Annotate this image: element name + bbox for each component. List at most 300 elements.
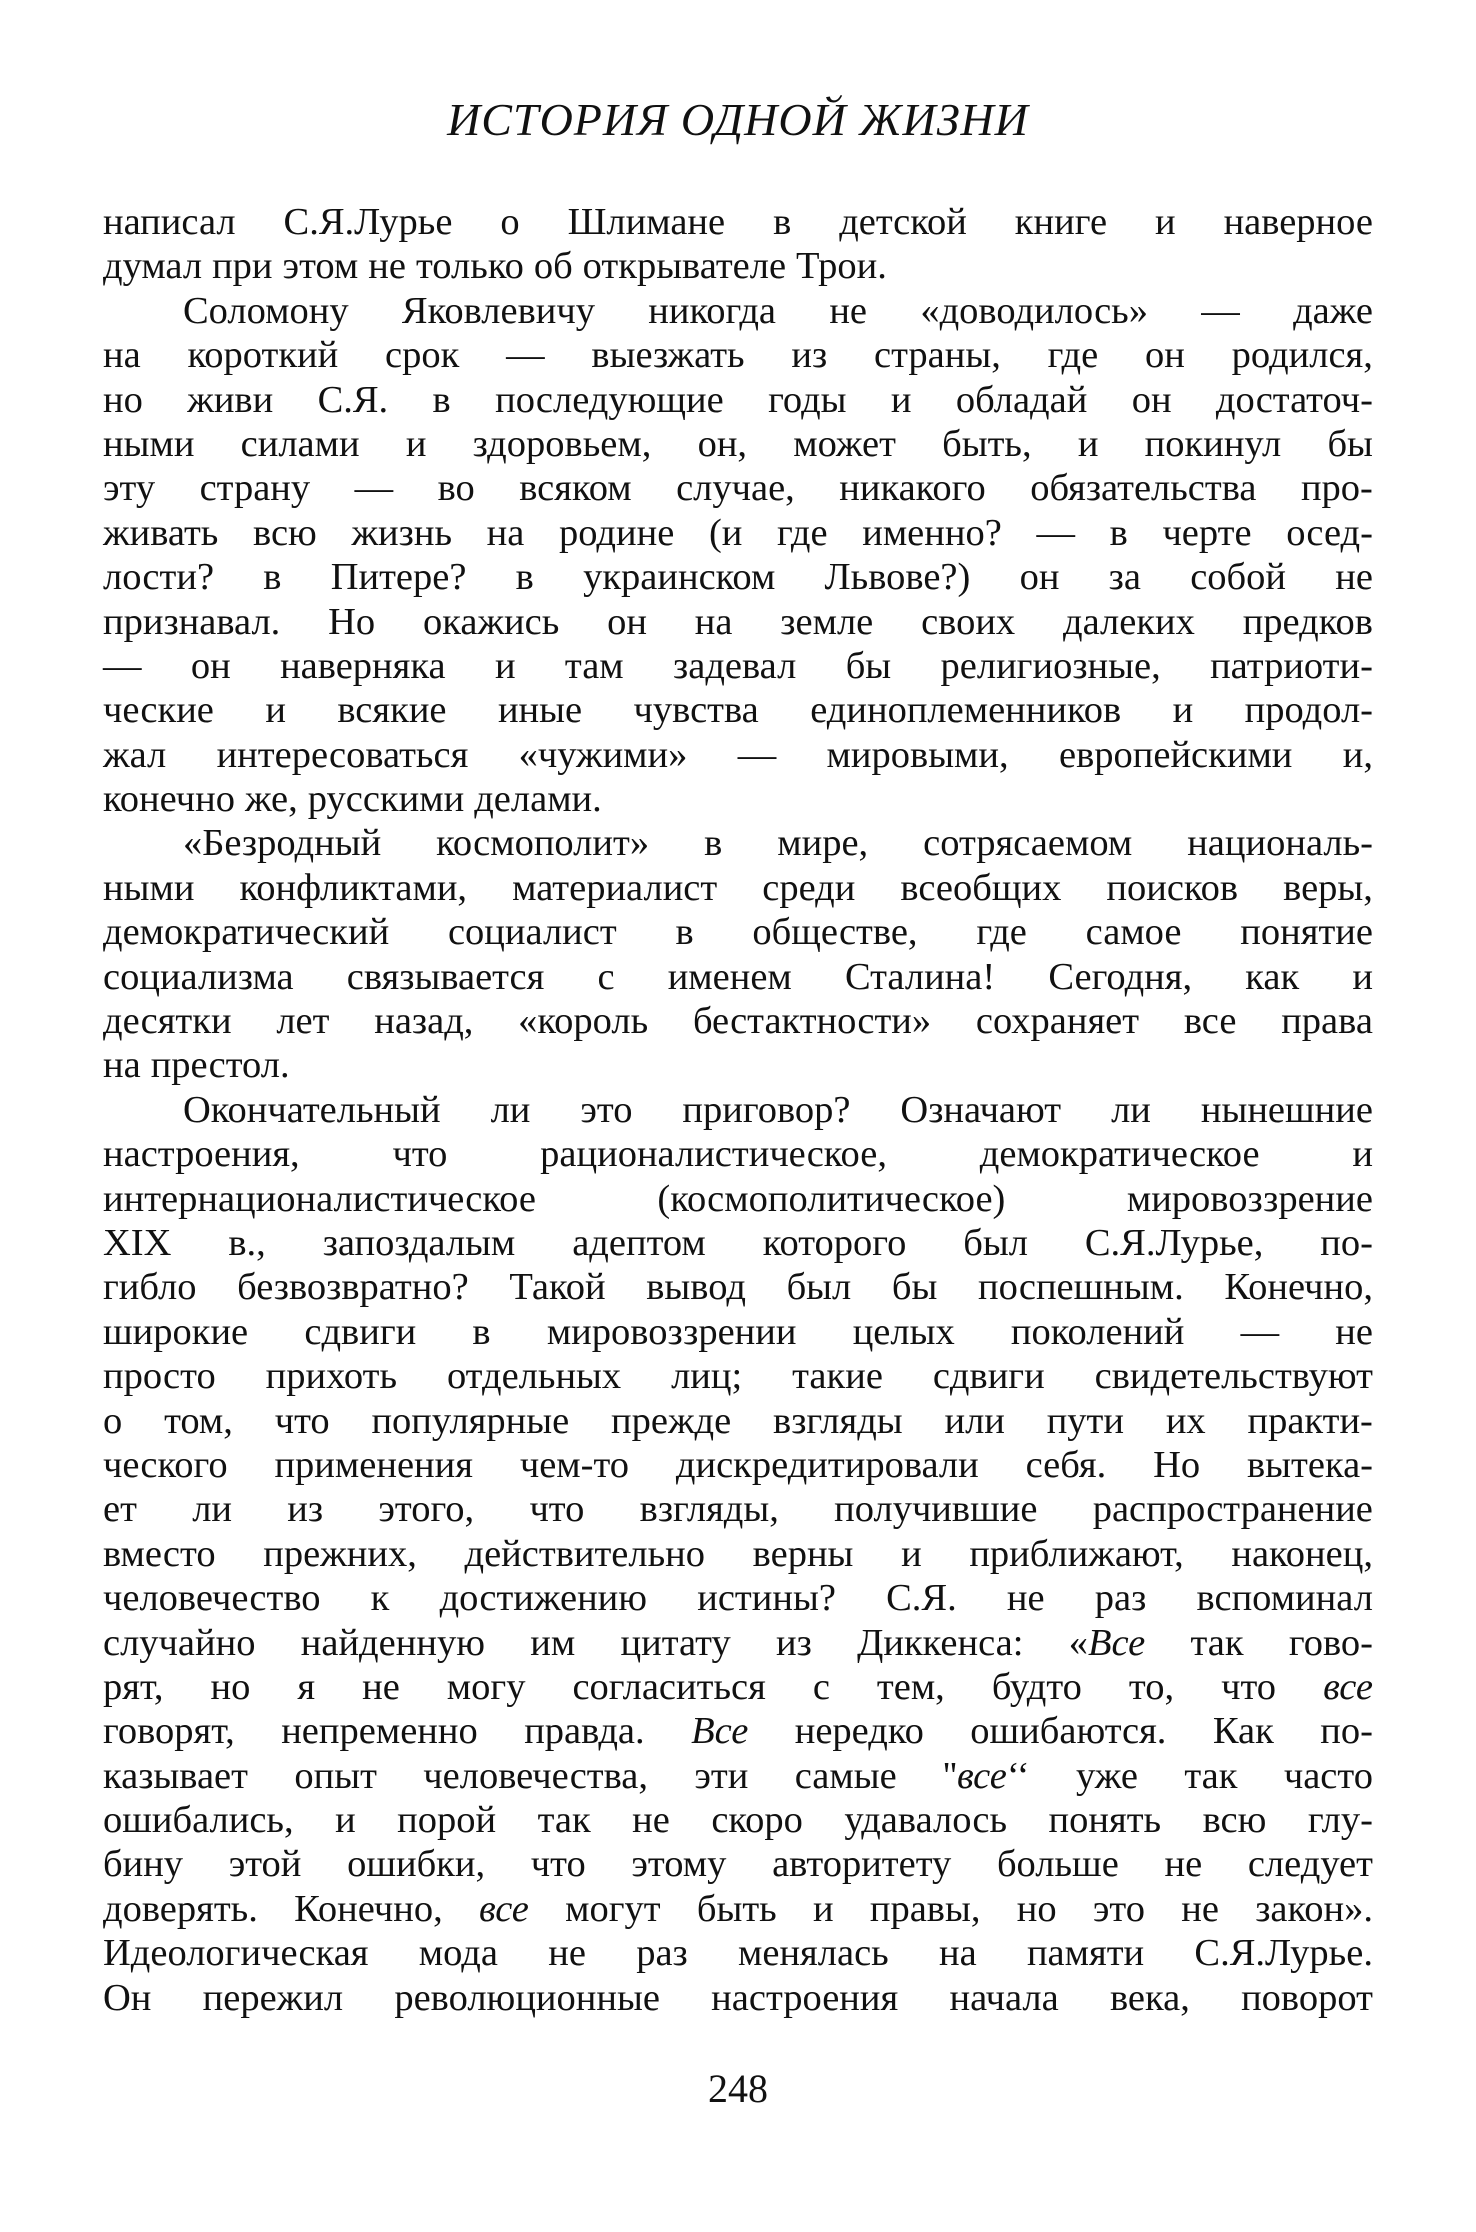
word: так <box>1184 1754 1238 1797</box>
word: этому <box>631 1843 727 1886</box>
word: получившие <box>834 1488 1038 1531</box>
word: на <box>694 600 733 643</box>
word: Конечно, <box>294 1887 443 1930</box>
word: открывателе <box>582 245 787 288</box>
text-line <box>103 1177 1373 1221</box>
word: и <box>494 644 516 687</box>
word: казывает <box>103 1754 248 1797</box>
text-line <box>103 866 1373 910</box>
text-line <box>103 1709 1373 1753</box>
word: что <box>392 1133 448 1176</box>
word: Как <box>1212 1710 1274 1753</box>
word: случайно <box>103 1621 256 1664</box>
word: задевал <box>673 644 797 687</box>
word: — <box>737 733 777 776</box>
word: так <box>1190 1621 1244 1664</box>
word: и <box>1352 955 1373 998</box>
word: к <box>370 1577 390 1620</box>
word: сохраняет <box>975 1000 1140 1043</box>
word: тем, <box>876 1665 945 1708</box>
word: обществе, <box>752 911 918 954</box>
word: всю <box>253 511 317 554</box>
word: где <box>976 911 1027 954</box>
word: наверняка <box>280 644 446 687</box>
word: просто <box>103 1355 216 1398</box>
word: конфликтами, <box>239 866 468 909</box>
word: прихоть <box>265 1355 398 1398</box>
word: Идеологическая <box>103 1932 369 1975</box>
text-line <box>103 733 1373 777</box>
word: он, <box>697 422 748 465</box>
word: и <box>812 1887 834 1930</box>
word: мода <box>418 1932 498 1975</box>
text-line <box>103 244 1373 288</box>
word: — <box>1201 289 1240 332</box>
word: правда. <box>524 1710 645 1753</box>
text-line <box>103 511 1373 555</box>
word: которого <box>762 1221 907 1264</box>
word: социалист <box>447 911 617 954</box>
word: ными <box>103 422 195 465</box>
word: мире, <box>777 822 869 865</box>
word: вывод <box>646 1266 746 1309</box>
text-line <box>103 1621 1373 1665</box>
word: самое <box>1085 911 1182 954</box>
text-line <box>103 1754 1373 1798</box>
word: страны, <box>874 334 1001 377</box>
word: человечества, <box>423 1754 648 1797</box>
word: безвозвратно? <box>237 1266 469 1309</box>
text-line <box>103 378 1373 422</box>
text-line <box>103 289 1373 333</box>
word: мировоззрение <box>1126 1177 1373 1220</box>
word: при <box>212 245 273 288</box>
word: раз <box>636 1932 688 1975</box>
word: и <box>405 422 427 465</box>
word: ческие <box>103 689 214 732</box>
word: «доводилось» <box>920 289 1148 332</box>
word: не <box>1335 1310 1373 1353</box>
word: не <box>632 1799 670 1842</box>
word: ет <box>103 1488 137 1531</box>
text-line <box>103 1443 1373 1487</box>
word: не <box>1181 1887 1219 1930</box>
word: никакого <box>839 467 986 510</box>
word: адептом <box>572 1221 706 1264</box>
word: ли <box>1111 1088 1151 1131</box>
word: я <box>297 1665 316 1708</box>
word: приговор? <box>682 1088 851 1131</box>
word: этом <box>282 245 359 288</box>
word: менялась <box>738 1932 889 1975</box>
word: практи- <box>1247 1399 1373 1442</box>
page-number: 248 <box>708 2066 768 2111</box>
word: все <box>1323 1665 1373 1708</box>
word: отдельных <box>446 1355 622 1398</box>
word: собой <box>1190 556 1286 599</box>
word: настроения <box>711 1976 899 2019</box>
word: применения <box>274 1443 473 1486</box>
word: гово- <box>1288 1621 1373 1664</box>
word: продол- <box>1244 689 1373 732</box>
word: быть, <box>942 422 1032 465</box>
word: предков <box>1242 600 1373 643</box>
word: широкие <box>103 1310 249 1353</box>
word: мировоззрении <box>546 1310 797 1353</box>
word: Яковлевичу <box>401 289 595 332</box>
word: в <box>472 1310 491 1353</box>
word: конечно <box>103 778 235 821</box>
word: так <box>537 1799 591 1842</box>
word: в <box>704 822 723 865</box>
word: Питере? <box>330 556 467 599</box>
word: единоплеменников <box>810 689 1122 732</box>
word: будто <box>991 1665 1082 1708</box>
book-page <box>103 92 1373 2212</box>
word: не <box>362 1665 400 1708</box>
word: только <box>415 245 524 288</box>
word: Львове?) <box>824 556 971 599</box>
word: пути <box>1046 1399 1124 1442</box>
word: силами <box>240 422 360 465</box>
word: в <box>515 556 534 599</box>
running-head: ИСТОРИЯ ОДНОЙ ЖИЗНИ <box>447 94 1029 145</box>
text-line <box>103 1399 1373 1443</box>
word: он <box>607 600 647 643</box>
word: именем <box>667 955 792 998</box>
word: больше <box>996 1843 1119 1886</box>
text-line <box>103 1088 1373 1132</box>
word: вспоминал <box>1196 1577 1373 1620</box>
word: удавалось <box>844 1799 1008 1842</box>
text-line <box>103 333 1373 377</box>
word: С.Я. <box>886 1577 957 1620</box>
text-line <box>103 644 1373 688</box>
word: прежде <box>611 1399 732 1442</box>
word: на <box>486 511 525 554</box>
word: и <box>1077 422 1099 465</box>
word: не <box>1164 1843 1203 1886</box>
word: об <box>533 245 573 288</box>
word: мировыми, <box>826 733 1009 776</box>
word: Он <box>103 1976 152 2019</box>
word: — <box>1240 1310 1280 1353</box>
word: ''все‘‘ <box>943 1754 1030 1797</box>
word: бину <box>103 1843 184 1886</box>
word: никогда <box>648 289 777 332</box>
word: нередко <box>794 1710 924 1753</box>
word: страну <box>199 467 311 510</box>
word: «король <box>518 1000 649 1043</box>
word: даже <box>1293 289 1373 332</box>
word: осед- <box>1286 511 1373 554</box>
word: человечество <box>103 1577 321 1620</box>
word: это <box>1092 1887 1145 1930</box>
word: не <box>368 245 406 288</box>
word: по- <box>1320 1710 1373 1753</box>
text-line <box>103 1221 1373 1265</box>
word: и <box>1352 1133 1373 1176</box>
word: скоро <box>711 1799 803 1842</box>
word: но <box>1016 1887 1057 1930</box>
word: националь- <box>1187 822 1373 865</box>
word: книге <box>1014 201 1108 243</box>
text-line <box>103 688 1373 732</box>
word: века, <box>1109 1976 1190 2019</box>
word: понять <box>1048 1799 1162 1842</box>
word: — <box>354 467 394 510</box>
word: рят, <box>103 1665 164 1708</box>
word: Шлимане <box>567 201 726 243</box>
word: чувства <box>633 689 759 732</box>
word: вытека- <box>1247 1443 1373 1486</box>
word: доверять. <box>103 1887 258 1930</box>
text-line <box>103 1887 1373 1931</box>
word: следует <box>1247 1843 1373 1886</box>
word: этой <box>228 1843 302 1886</box>
text-line <box>103 999 1373 1043</box>
word: думал <box>103 245 203 288</box>
text-line <box>103 600 1373 644</box>
word: С.Я. <box>317 378 389 421</box>
word: Сегодня, <box>1048 955 1193 998</box>
word: о <box>103 1399 123 1442</box>
word: все <box>478 1887 529 1930</box>
word: (и <box>708 511 743 554</box>
word: ошибались, <box>103 1799 294 1842</box>
word: срок <box>385 334 460 377</box>
word: сотрясаемом <box>923 822 1133 865</box>
word: где <box>777 511 828 554</box>
word: во <box>437 467 475 510</box>
word: ли <box>490 1088 531 1131</box>
word: в <box>675 911 694 954</box>
word: в <box>1109 511 1128 554</box>
word: материалист <box>512 866 718 909</box>
word: и <box>890 378 912 421</box>
word: сдвиги <box>932 1355 1045 1398</box>
word: из <box>776 1621 812 1664</box>
word: своих <box>921 600 1016 643</box>
word: гибло <box>103 1266 197 1309</box>
word: веры, <box>1283 866 1373 909</box>
word: на <box>938 1932 977 1975</box>
word: то, <box>1128 1665 1175 1708</box>
word: что <box>274 1399 330 1442</box>
word: авторитету <box>772 1843 952 1886</box>
word: эти <box>694 1754 749 1797</box>
word: цитату <box>620 1621 731 1664</box>
word: бы <box>1327 422 1373 465</box>
word: окажись <box>422 600 560 643</box>
word: ными <box>103 866 195 909</box>
word: ческого <box>103 1443 228 1486</box>
word: «чужими» <box>518 733 688 776</box>
word: как <box>1245 955 1300 998</box>
word: делами. <box>474 778 602 821</box>
word: в <box>263 556 282 599</box>
word: Трои. <box>796 245 887 288</box>
word: связывается <box>346 955 545 998</box>
word: лиц; <box>671 1355 743 1398</box>
text-line <box>103 1265 1373 1309</box>
word: глу- <box>1307 1799 1373 1842</box>
word: этого, <box>378 1488 475 1531</box>
word: среди <box>762 866 856 909</box>
word: поспешным. <box>978 1266 1184 1309</box>
word: с <box>812 1665 830 1708</box>
text-line <box>103 555 1373 599</box>
word: он <box>1131 378 1172 421</box>
word: бестактности» <box>692 1000 932 1043</box>
word: с <box>597 955 615 998</box>
word: он <box>190 644 231 687</box>
text-line <box>103 1576 1373 1620</box>
word: непременно <box>281 1710 478 1753</box>
text-line <box>103 1532 1373 1576</box>
word: уже <box>1076 1754 1138 1797</box>
word: говорят, <box>103 1710 235 1753</box>
word: достижению <box>439 1577 648 1620</box>
word: где <box>1047 334 1099 377</box>
word: и <box>1155 201 1176 243</box>
word: действительно <box>464 1532 706 1575</box>
word: родине <box>559 511 675 554</box>
word: поисков <box>1106 866 1239 909</box>
word: он <box>1145 334 1185 377</box>
word: чем-то <box>519 1443 630 1486</box>
word: годы <box>768 378 847 421</box>
word: найденную <box>300 1621 485 1664</box>
word: запоздалым <box>322 1221 516 1264</box>
word: могу <box>446 1665 526 1708</box>
text-line <box>103 1132 1373 1176</box>
text-line <box>103 1487 1373 1531</box>
word: поколений <box>1010 1310 1185 1353</box>
word: эту <box>103 467 156 510</box>
text-line <box>103 955 1373 999</box>
word: настроения, <box>103 1133 300 1176</box>
word: обладай <box>955 378 1088 421</box>
word: Но <box>1153 1443 1201 1486</box>
word: сдвиги <box>304 1310 417 1353</box>
text-line <box>103 910 1373 954</box>
word: целых <box>852 1310 955 1353</box>
word: но <box>210 1665 251 1708</box>
word: прежних, <box>263 1532 417 1575</box>
word: выезжать <box>591 334 745 377</box>
text-line <box>103 200 1373 244</box>
word: из <box>791 334 828 377</box>
text-line <box>103 1043 1373 1087</box>
word: распространение <box>1092 1488 1373 1531</box>
word: им <box>530 1621 576 1664</box>
word: украинском <box>583 556 776 599</box>
word: далеких <box>1063 600 1195 643</box>
word: — <box>103 644 142 687</box>
word: Соломону <box>183 289 349 332</box>
word: свидетельствуют <box>1094 1355 1373 1398</box>
word: обязательства <box>1030 467 1257 510</box>
word: ошибки, <box>347 1843 486 1886</box>
word: Окончательный <box>183 1088 441 1131</box>
word: что <box>530 1843 586 1886</box>
word: рационалистическое, <box>540 1133 887 1176</box>
word: «Все <box>1068 1621 1146 1664</box>
word: же, <box>244 778 298 821</box>
text-line <box>103 466 1373 510</box>
word: дискредитировали <box>675 1443 979 1486</box>
word: Диккенса: <box>857 1621 1024 1664</box>
word: такие <box>792 1355 883 1398</box>
word: что <box>529 1488 585 1531</box>
word: десятки <box>103 1000 232 1043</box>
word: все <box>1183 1000 1237 1043</box>
word: Конечно, <box>1224 1266 1373 1309</box>
word: самые <box>794 1754 897 1797</box>
word: начала <box>949 1976 1059 2019</box>
word: вместо <box>103 1532 216 1575</box>
word: всеобщих <box>900 866 1062 909</box>
word: пережил <box>202 1976 344 2019</box>
word: в., <box>228 1221 266 1264</box>
word: не <box>1335 556 1373 599</box>
word: достаточ- <box>1215 378 1373 421</box>
word: Все <box>691 1710 749 1753</box>
word: не <box>1006 1577 1045 1620</box>
word: в <box>432 378 451 421</box>
word: (космополитическое) <box>657 1177 1006 1220</box>
word: именно? <box>862 511 1002 554</box>
word: престол. <box>150 1044 290 1087</box>
word: интернационалистическое <box>103 1177 536 1220</box>
word: признавал. <box>103 600 281 643</box>
word: «Безродный <box>183 822 382 865</box>
word: поворот <box>1241 1976 1373 2019</box>
word: детской <box>839 201 967 243</box>
text-line <box>103 1354 1373 1398</box>
word: согласиться <box>572 1665 766 1708</box>
word: — <box>1036 511 1075 554</box>
word: про- <box>1300 467 1373 510</box>
word: Такой <box>509 1266 606 1309</box>
word: из <box>287 1488 324 1531</box>
word: С.Я.Лурье <box>283 201 453 243</box>
word: последующие <box>495 378 724 421</box>
word: популярные <box>371 1399 570 1442</box>
word: на <box>103 334 141 377</box>
word: может <box>793 422 896 465</box>
word: лет <box>276 1000 330 1043</box>
word: не <box>829 289 868 332</box>
word: демократический <box>103 911 390 954</box>
word: часто <box>1283 1754 1373 1797</box>
word: демократическое <box>979 1133 1260 1176</box>
word: земле <box>780 600 874 643</box>
text-line <box>103 821 1373 865</box>
word: всякие <box>337 689 447 732</box>
word: всяком <box>519 467 632 510</box>
word: по- <box>1320 1221 1373 1264</box>
text-line <box>103 1931 1373 1975</box>
word: иные <box>497 689 583 732</box>
word: интересоваться <box>216 733 469 776</box>
word: или <box>944 1399 1005 1442</box>
word: ли <box>192 1488 233 1531</box>
word: бы <box>891 1266 938 1309</box>
word: всю <box>1202 1799 1267 1842</box>
word: религиозные, <box>940 644 1161 687</box>
